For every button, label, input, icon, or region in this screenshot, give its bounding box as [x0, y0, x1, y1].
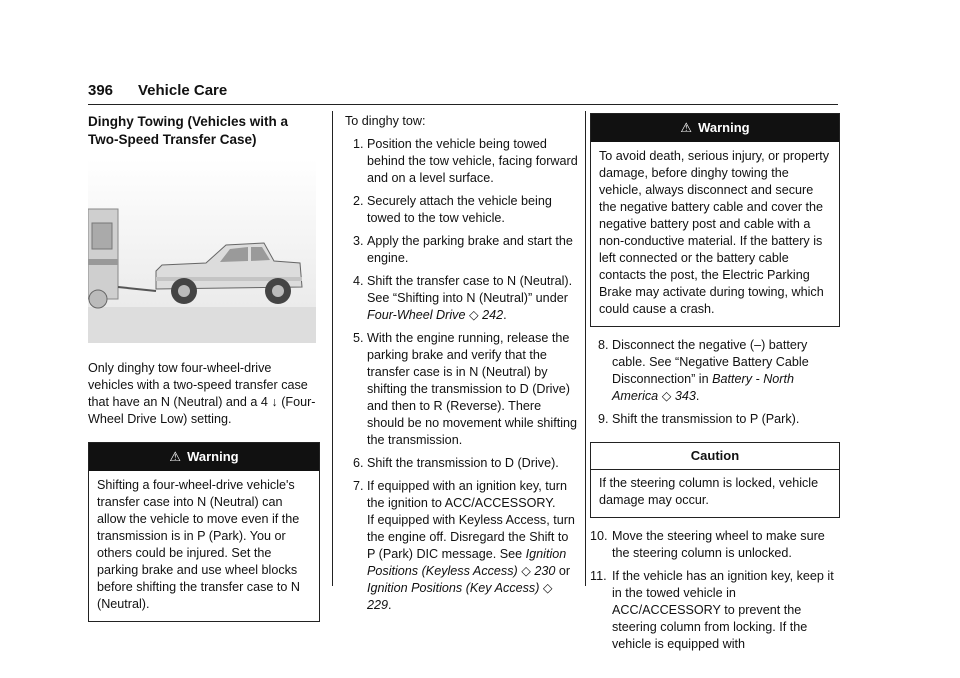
reference-symbol-icon: ◇ [468, 308, 479, 322]
steps-list-continued [590, 337, 840, 428]
column-divider [585, 111, 586, 586]
steps-list-continued-2 [590, 528, 840, 653]
warning-text: Shifting a four-wheel-drive vehicle's transfer case into N (Neutral) can allow the vehicle to move even if the transmission is in P (Park). You or others could be injured. Set the parking brake and use wheel blocks before shifting the transfer case to N (Neutral). [97, 478, 301, 611]
cross-reference-link[interactable]: Ignition Positions (Keyless Access) [367, 547, 567, 578]
list-item: 7. If equipped with an ignition key, turn the ignition to ACC/ACCESSORY. If equipped with Keyless Access, turn the engine off. Disregard the Shift to P (Park) DIC message. See Ignition Positions (Keyless Access) ◇ 230 or Ignition Positions (Key Access) ◇ 229. [353, 479, 575, 612]
intro-paragraph: Only dinghy tow four-wheel-drive vehicles with a two-speed transfer case that have an N (Neutral) and a 4 ↓ (Four-Wheel Drive Low) setting. [88, 361, 316, 426]
list-item: 8. Disconnect the negative (–) battery cable. See “Negative Battery Cable Disconnection” in Battery - North America ◇ 343. [598, 338, 809, 403]
steps-list [345, 136, 579, 614]
warning-box [88, 442, 320, 622]
list-item: 4. Shift the transfer case to N (Neutral). See “Shifting into N (Neutral)” under Four-Wheel Drive ◇ 242. [353, 274, 573, 322]
warning-triangle-icon: ⚠ [680, 120, 693, 135]
column-left [88, 113, 320, 622]
warning-text: To avoid death, serious injury, or property damage, before dinghy towing the vehicle, always disconnect and secure the negative battery cable and cover the negative battery post and cable with a non-conductive material. If the battery is left connected or the battery cable contacts the post, the Electric Parking Brake may activate during towing, which could cause a crash. [599, 149, 830, 316]
page-header [88, 82, 836, 104]
reference-symbol-icon: ◇ [521, 564, 531, 578]
list-item: 10. Move the steering wheel to make sure the steering column is unlocked. [590, 529, 825, 560]
page-reference[interactable]: 343 [674, 389, 696, 403]
list-item: 2. Securely attach the vehicle being towed to the tow vehicle. [353, 194, 552, 225]
down-arrow-glyph-icon: ↓ [271, 395, 278, 409]
warning-triangle-icon: ⚠ [169, 449, 182, 464]
list-item: 3. Apply the parking brake and start the engine. [353, 234, 573, 265]
section-heading: Dinghy Towing (Vehicles with a Two-Speed Transfer Case) [88, 114, 289, 147]
cross-reference-link[interactable]: Four-Wheel Drive [367, 308, 466, 322]
caution-text: If the steering column is locked, vehicle damage may occur. [599, 476, 819, 507]
list-item: 9. Shift the transmission to P (Park). [598, 412, 800, 426]
list-item: 6. Shift the transmission to D (Drive). [353, 456, 559, 470]
caution-box [590, 442, 840, 518]
list-item: 11. If the vehicle has an ignition key, keep it in the towed vehicle in ACC/ACCESSORY to prevent the steering column from locking. If the vehicle is equipped with [590, 569, 834, 651]
page-reference[interactable]: 242 [482, 308, 504, 322]
column-middle [345, 113, 579, 614]
warning-header: ⚠ Warning [89, 443, 319, 471]
column-right [590, 113, 840, 653]
warning-header: ⚠ Warning [591, 114, 839, 142]
column-divider [332, 111, 333, 586]
reference-symbol-icon: ◇ [661, 389, 672, 403]
cross-reference-link[interactable]: Battery - North America [612, 372, 794, 403]
header-rule [88, 104, 838, 105]
list-item: 5. With the engine running, release the parking brake and verify that the transfer case is in N (Neutral) by shifting the transmission to D (Drive) and then to R (Reverse). There should be no movement while shifting the transmission. [353, 331, 578, 447]
page-reference[interactable]: 230 [534, 564, 556, 578]
reference-symbol-icon: ◇ [542, 581, 553, 595]
list-item: 1. Position the vehicle being towed behind the tow vehicle, facing forward and on a level surface. [353, 137, 578, 185]
warning-box [590, 113, 840, 327]
truck-dinghy-tow-illustration [88, 159, 316, 343]
cross-reference-link[interactable]: Ignition Positions (Key Access) [367, 581, 540, 595]
steps-intro: To dinghy tow: [345, 114, 426, 128]
page-reference[interactable]: 229 [367, 598, 389, 612]
page-number: 396 [88, 82, 114, 99]
section-title: Vehicle Care [138, 82, 228, 99]
caution-header: Caution [591, 443, 839, 470]
